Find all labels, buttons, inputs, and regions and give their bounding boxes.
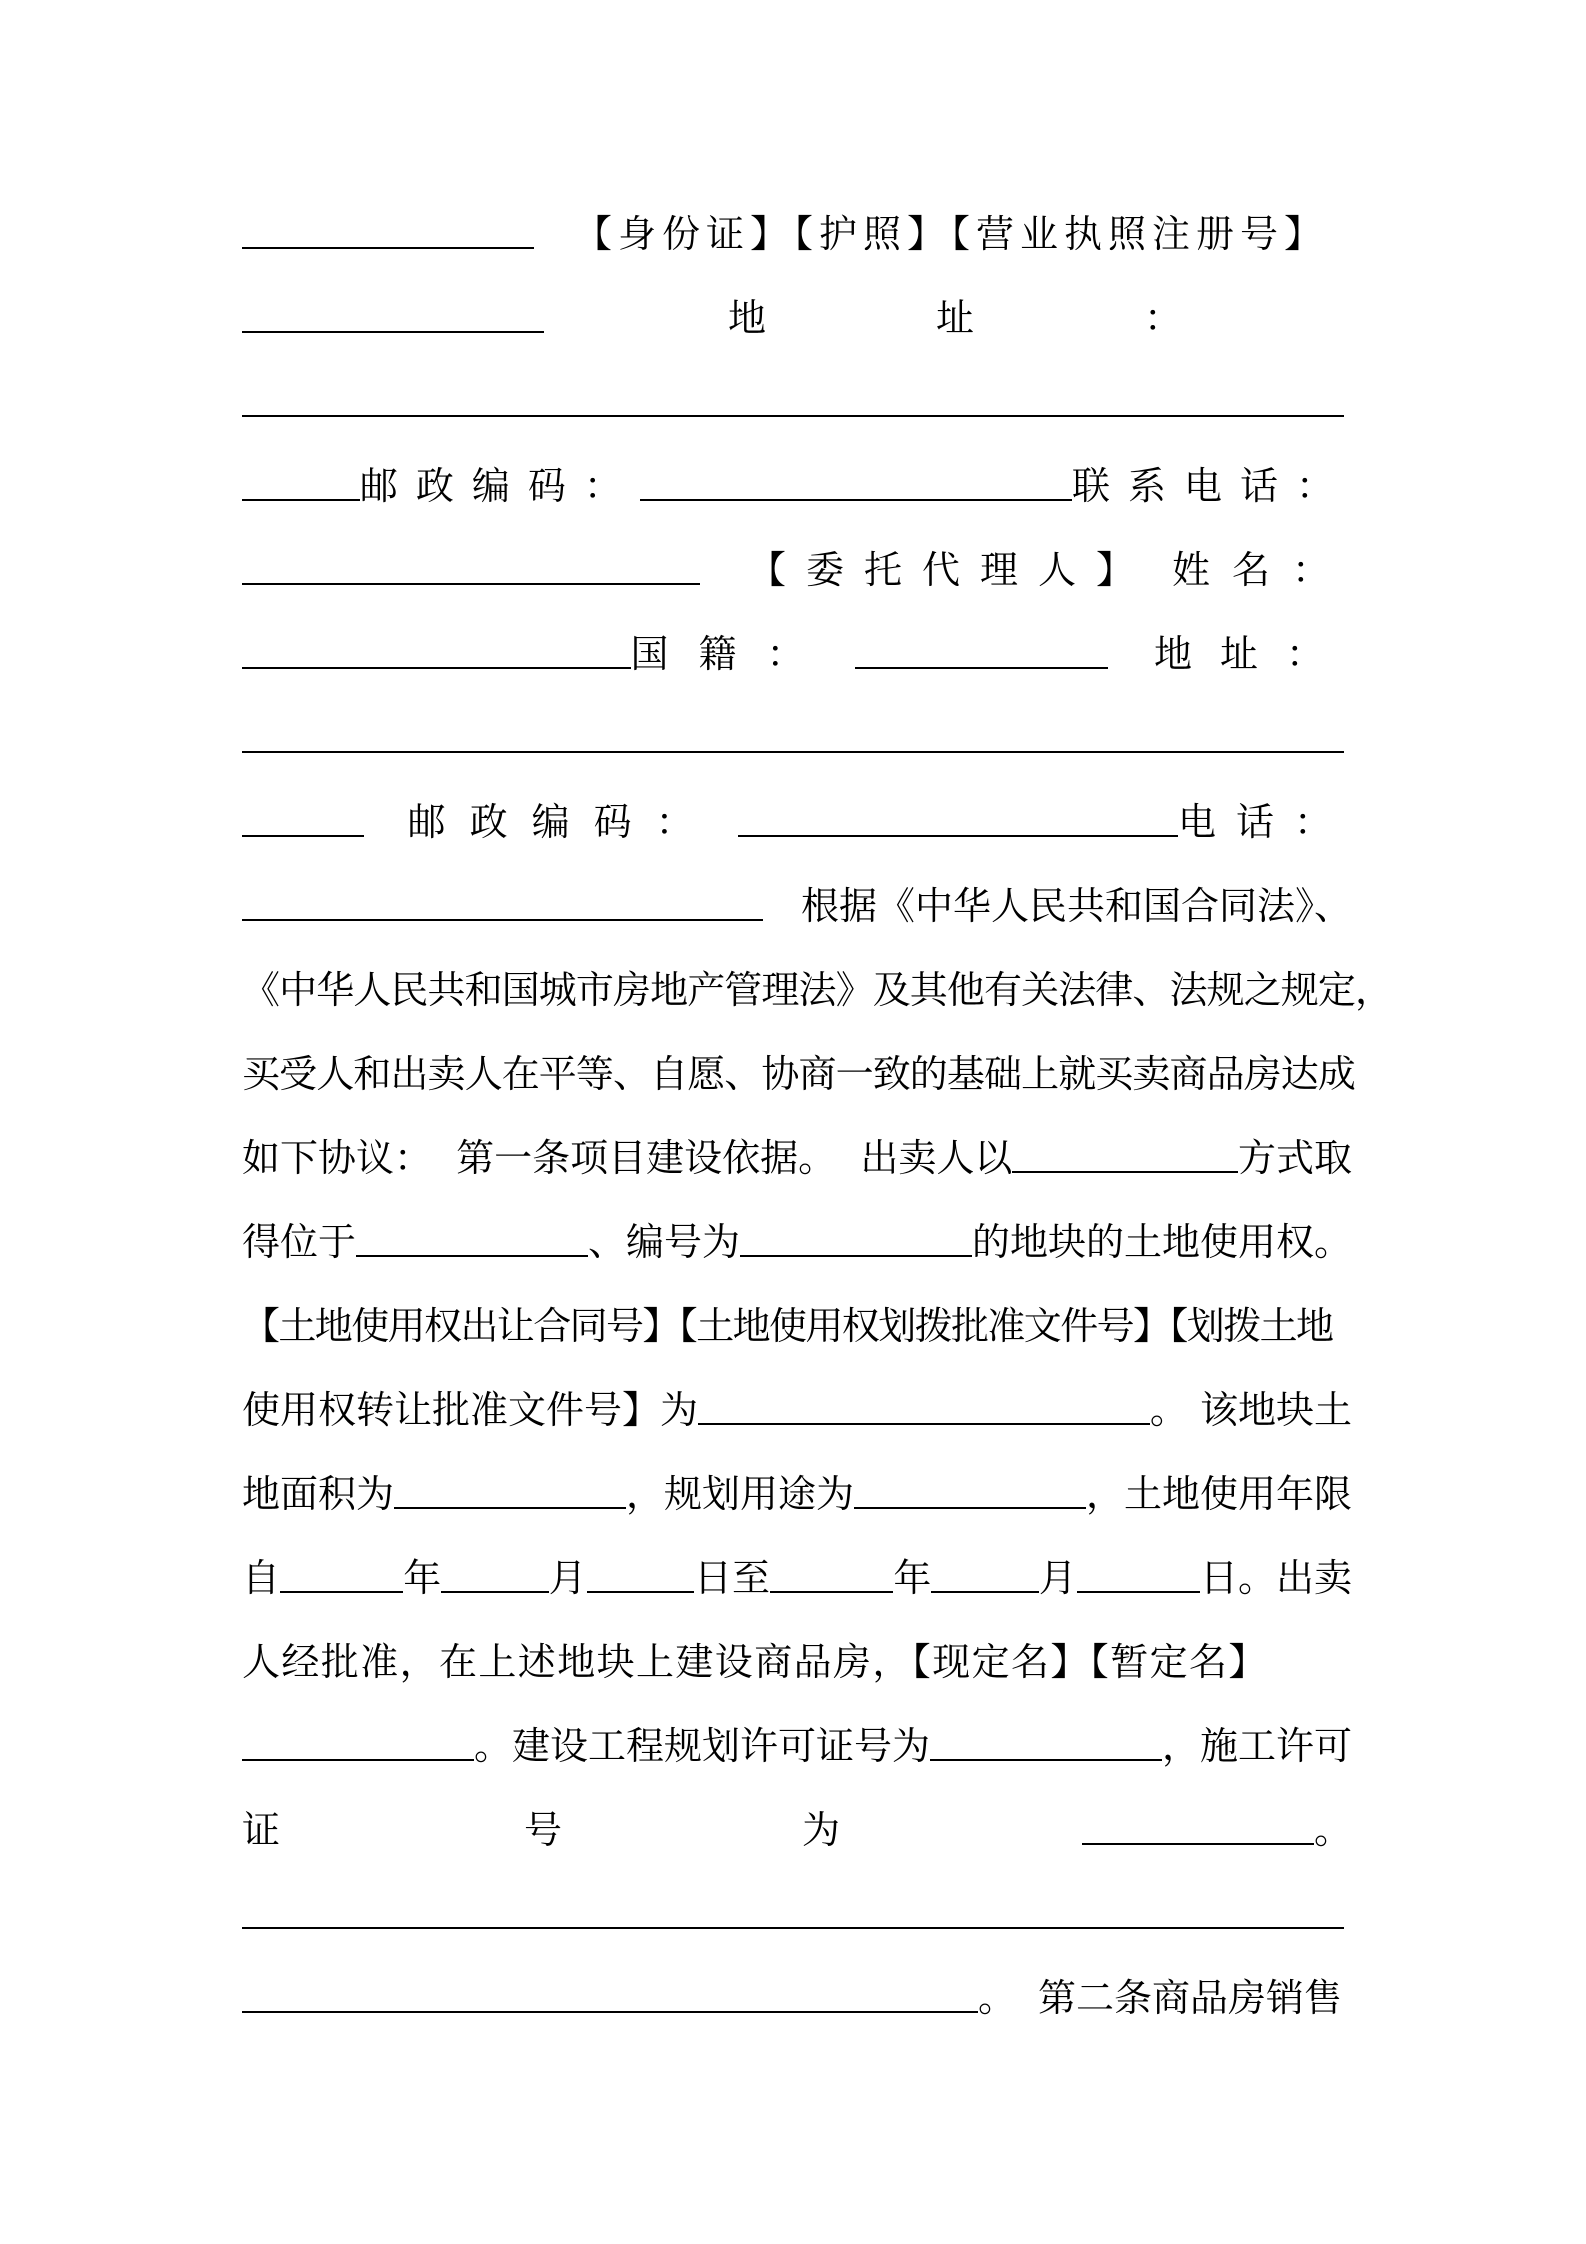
body-line-10 bbox=[242, 1628, 1352, 1688]
date-text: 日。出卖 bbox=[1199, 1555, 1352, 1600]
body-text: ，土地使用年限 bbox=[1085, 1471, 1352, 1516]
blank-field[interactable] bbox=[242, 414, 1344, 417]
body-text: ，规划用途为 bbox=[625, 1471, 854, 1516]
blank-field[interactable] bbox=[770, 1590, 893, 1593]
address-label-2: 地址： bbox=[1153, 631, 1352, 676]
body-line-9-dates bbox=[242, 1544, 1352, 1604]
body-line-7 bbox=[242, 1376, 1352, 1436]
blank-field[interactable] bbox=[930, 1758, 1162, 1761]
body-text: 根据《中华人民共和国合同法》、 bbox=[800, 883, 1352, 928]
nationality-line bbox=[242, 620, 1352, 680]
blank-field[interactable] bbox=[242, 498, 360, 501]
body-text: 【土地使用权出让合同号】【土地使用权划拨批准文件号】【划拨土地 bbox=[242, 1303, 1333, 1348]
blank-field[interactable] bbox=[698, 1422, 1150, 1425]
date-text: 年 bbox=[893, 1555, 932, 1600]
body-text: 的地块的土地使用权。 bbox=[971, 1219, 1352, 1264]
date-text: 月 bbox=[548, 1555, 587, 1600]
blank-field[interactable] bbox=[242, 330, 544, 333]
body-text: 《中华人民共和国城市房地产管理法》及其他有关法律、法规之规定， bbox=[242, 967, 1393, 1012]
permit-word: 证 bbox=[242, 1807, 281, 1852]
body-text: 。建设工程规划许可证号为 bbox=[473, 1723, 930, 1768]
agent-label: 【委托代理人】 bbox=[747, 547, 1154, 592]
phone-label-2: 电话： bbox=[1177, 799, 1352, 844]
body-text: 地面积为 bbox=[242, 1471, 395, 1516]
blank-field[interactable] bbox=[242, 1926, 1344, 1929]
name-label: 姓名： bbox=[1171, 547, 1352, 592]
blank-field[interactable] bbox=[441, 1590, 548, 1593]
body-line-14 bbox=[242, 1964, 1352, 2024]
blank-field[interactable] bbox=[242, 582, 700, 585]
blank-field[interactable] bbox=[587, 1590, 694, 1593]
body-line-5 bbox=[242, 1208, 1352, 1268]
date-text: 日至 bbox=[694, 1555, 771, 1600]
address-label: 地址： bbox=[727, 295, 1352, 340]
blank-field[interactable] bbox=[855, 666, 1108, 669]
blank-field[interactable] bbox=[356, 1254, 588, 1257]
body-text: 。 bbox=[978, 1975, 1017, 2020]
body-text: 。 bbox=[1314, 1807, 1353, 1852]
blank-field[interactable] bbox=[740, 1254, 972, 1257]
date-text: 年 bbox=[403, 1555, 442, 1600]
permit-word: 号 bbox=[524, 1807, 563, 1852]
body-text: 方式取 bbox=[1237, 1135, 1352, 1180]
blank-field[interactable] bbox=[242, 918, 763, 921]
blank-field[interactable] bbox=[242, 750, 1344, 753]
body-line-8 bbox=[242, 1460, 1352, 1520]
body-line-4 bbox=[242, 1124, 1352, 1184]
postcode-label: 邮政编码： bbox=[359, 463, 640, 508]
blank-field[interactable] bbox=[1012, 1170, 1238, 1173]
blank-field[interactable] bbox=[242, 2010, 978, 2013]
full-blank-line bbox=[242, 368, 1352, 428]
body-line-6 bbox=[242, 1292, 1352, 1352]
postcode-phone-line-2 bbox=[242, 788, 1352, 848]
full-blank-line bbox=[242, 704, 1352, 764]
body-line-12 bbox=[242, 1796, 1352, 1856]
nationality-label: 国籍： bbox=[630, 631, 835, 676]
address-line bbox=[242, 284, 1352, 344]
body-line-1 bbox=[242, 872, 1352, 932]
blank-field[interactable] bbox=[854, 1506, 1086, 1509]
body-text: 。 该地块土 bbox=[1149, 1387, 1352, 1432]
body-text: 得位于 bbox=[242, 1219, 357, 1264]
body-line-3 bbox=[242, 1040, 1356, 1100]
agent-line bbox=[242, 536, 1352, 596]
id-type-line bbox=[242, 200, 1352, 260]
section-heading: 第二条商品房销售 bbox=[1038, 1975, 1343, 2020]
blank-field[interactable] bbox=[394, 1506, 626, 1509]
body-text: ，施工许可 bbox=[1161, 1723, 1352, 1768]
body-line-11 bbox=[242, 1712, 1352, 1772]
body-text: 、编号为 bbox=[587, 1219, 740, 1264]
date-text: 月 bbox=[1038, 1555, 1077, 1600]
blank-field[interactable] bbox=[242, 666, 631, 669]
id-type-options: 【身份证】【护照】【营业执照注册号】 bbox=[574, 211, 1329, 256]
date-text: 自 bbox=[242, 1555, 281, 1600]
blank-field[interactable] bbox=[242, 834, 364, 837]
phone-label: 联系电话： bbox=[1071, 463, 1352, 508]
body-text: 买受人和出卖人在平等、自愿、协商一致的基础上就买卖商品房达成 bbox=[242, 1051, 1356, 1096]
body-text: 使用权转让批准文件号】为 bbox=[242, 1387, 699, 1432]
body-text: 人经批准，在上述地块上建设商品房，【现定名】【暂定名】 bbox=[242, 1639, 1268, 1684]
full-blank-line bbox=[242, 1880, 1352, 1940]
blank-field[interactable] bbox=[640, 498, 1072, 501]
permit-word: 为 bbox=[802, 1807, 841, 1852]
body-line-2 bbox=[242, 956, 1393, 1016]
blank-field[interactable] bbox=[242, 246, 534, 249]
blank-field[interactable] bbox=[738, 834, 1178, 837]
blank-field[interactable] bbox=[242, 1758, 474, 1761]
blank-field[interactable] bbox=[1082, 1842, 1314, 1845]
body-text: 如下协议： 第一条项目建设依据。 出卖人以 bbox=[242, 1135, 1013, 1180]
blank-field[interactable] bbox=[931, 1590, 1038, 1593]
blank-field[interactable] bbox=[1077, 1590, 1200, 1593]
postcode-label-2: 邮政编码： bbox=[407, 799, 718, 844]
blank-field[interactable] bbox=[280, 1590, 403, 1593]
postcode-phone-line bbox=[242, 452, 1352, 512]
